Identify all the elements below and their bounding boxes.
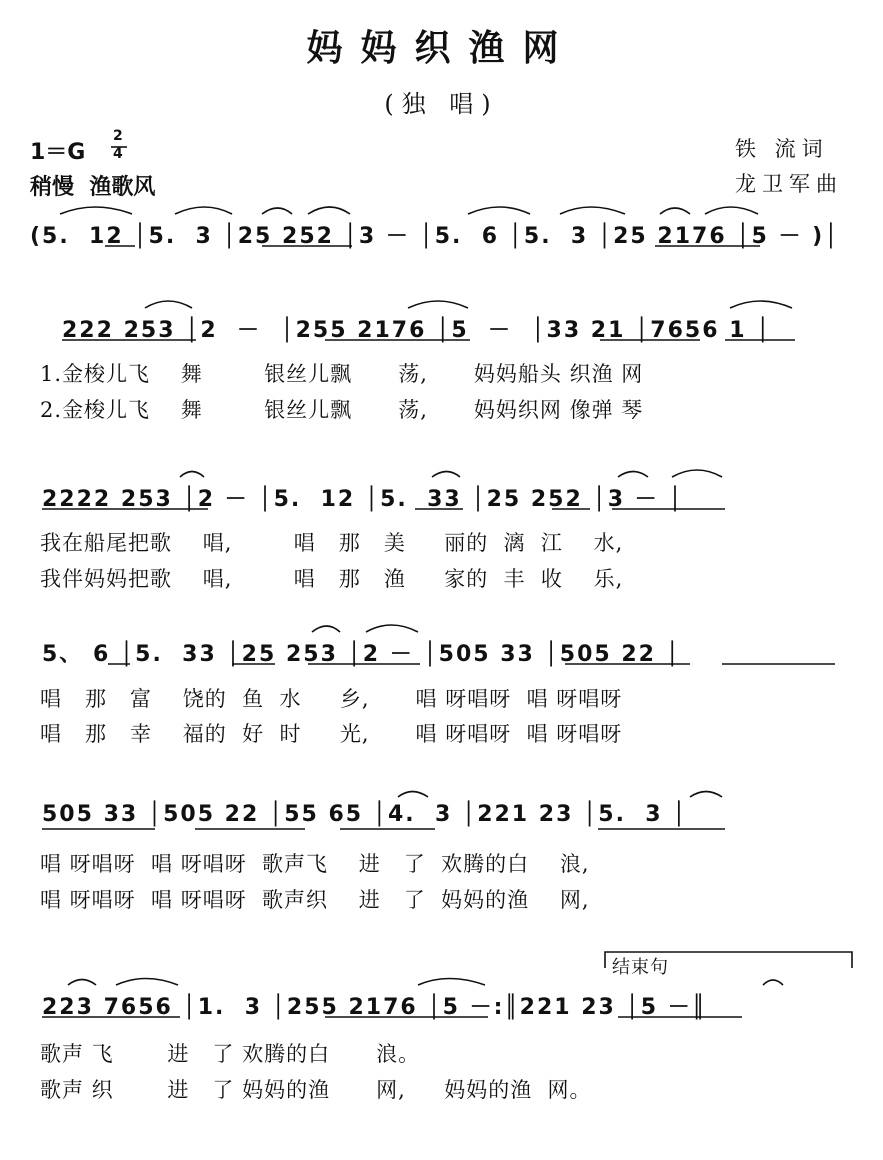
slur [175, 207, 232, 214]
time-signature-bottom: 4 [113, 146, 123, 162]
slur [262, 208, 292, 214]
slur [432, 472, 460, 478]
slur [705, 207, 758, 214]
row1-lyric-verse1: 1.金梭儿飞 舞 银丝儿飘 荡, 妈妈船头 织渔 网 [40, 362, 644, 386]
row5-lyric-verse2: 歌声 织 进 了 妈妈的渔 网, 妈妈的渔 网。 [40, 1078, 592, 1102]
slur [660, 208, 690, 214]
slur [180, 472, 204, 478]
row5-lyric-verse1: 歌声 飞 进 了 欢腾的白 浪。 [40, 1042, 421, 1066]
slur [560, 207, 625, 214]
row4-lyric-verse1: 唱 呀唱呀 唱 呀唱呀 歌声飞 进 了 欢腾的白 浪, [40, 852, 590, 876]
ending-bracket [605, 952, 852, 968]
slur [618, 472, 648, 478]
slur [418, 979, 485, 986]
slur [468, 207, 530, 214]
slur [398, 792, 428, 798]
song-subtitle: (独 唱) [384, 90, 499, 118]
slur [68, 980, 96, 986]
slur [408, 301, 468, 308]
row1-notation: 222 253 │2 － │255 2176 │5 － │33 21 │7656 1 │ [62, 318, 772, 343]
slur [366, 625, 418, 632]
tempo-marking: 稍慢 渔歌风 [30, 175, 156, 200]
key-signature: 1＝G [30, 140, 86, 165]
row2-lyric-verse1: 我在船尾把歌 唱, 唱 那 美 丽的 漓 江 水, [40, 531, 624, 555]
slur [730, 301, 792, 308]
ending-label: 结束句 [612, 957, 669, 978]
row3-lyric-verse2: 唱 那 幸 福的 好 时 光, 唱 呀唱呀 唱 呀唱呀 [40, 722, 623, 746]
slur [308, 207, 350, 214]
row2-lyric-verse2: 我伴妈妈把歌 唱, 唱 那 渔 家的 丰 收 乐, [40, 567, 624, 591]
slur [116, 979, 178, 986]
slur [145, 301, 192, 308]
row4-notation: 505 33 │505 22 │55 65 │4. 3 │221 23 │5. 3 │ [42, 802, 688, 827]
row2-notation: 2222 253 │2 － │5. 12 │5. 33 │25 252 │3 － │ [42, 487, 684, 512]
row1-lyric-verse2: 2.金梭儿飞 舞 银丝儿飘 荡, 妈妈织网 像弹 琴 [40, 398, 644, 422]
lyricist-credit: 铁 流词 [735, 137, 829, 161]
song-title: 妈妈织渔网 [306, 27, 577, 69]
slur [60, 207, 132, 214]
composer-credit: 龙卫军曲 [735, 172, 843, 196]
time-signature-top: 2 [113, 128, 123, 144]
slur [672, 470, 722, 477]
slur [312, 626, 340, 632]
intro-notation: (5. 12 │5. 3 │25 252 │3 － │5. 6 │5. 3 │25 2176 │5 － )│ [30, 224, 840, 249]
row4-lyric-verse2: 唱 呀唱呀 唱 呀唱呀 歌声织 进 了 妈妈的渔 网, [40, 888, 590, 912]
fermata [763, 980, 783, 985]
row5-notation: 223 7656 │1. 3 │255 2176 │5 －:║221 23 │5 －║ [42, 995, 707, 1020]
row3-lyric-verse1: 唱 那 富 饶的 鱼 水 乡, 唱 呀唱呀 唱 呀唱呀 [40, 687, 623, 711]
row3-notation: 5、 6 │5. 33 │25 253 │2 － │505 33 │505 22 │ [42, 642, 681, 667]
slur [690, 792, 722, 798]
